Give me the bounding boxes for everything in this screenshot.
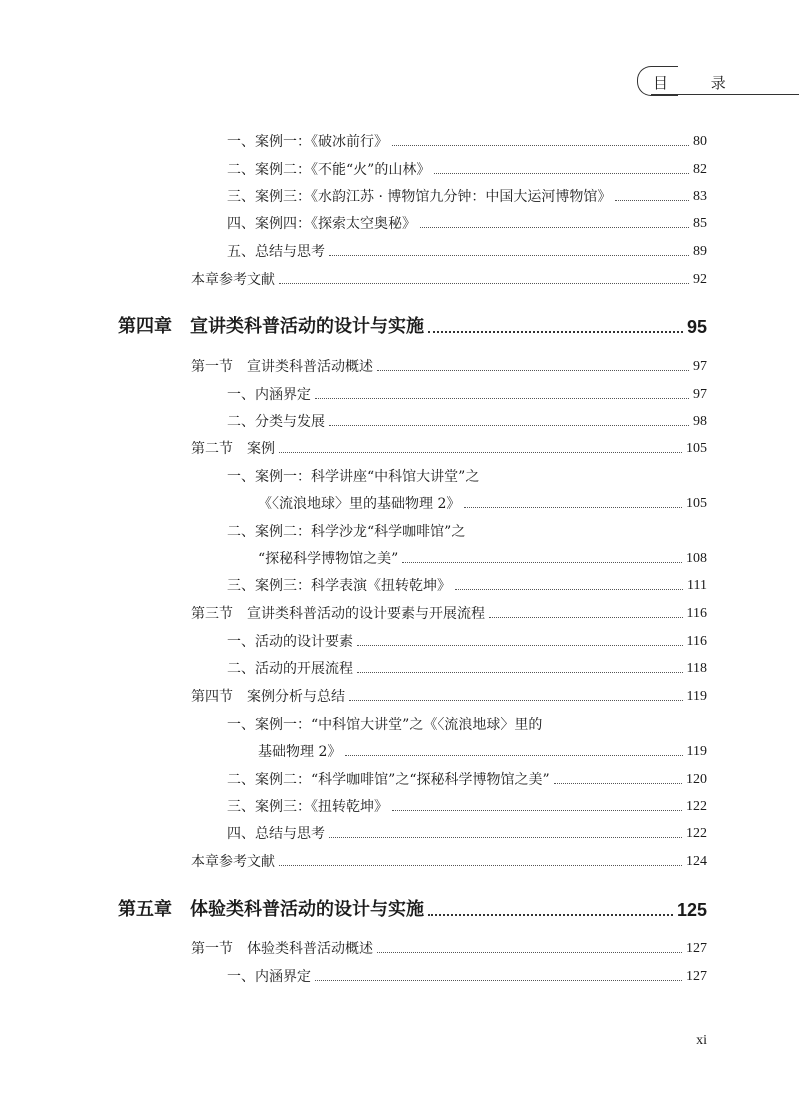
toc-leader-dots — [315, 398, 689, 399]
toc-page-number: 119 — [686, 689, 707, 704]
toc-subsection-entry[interactable] — [0, 158, 799, 182]
toc-entry-title: 一、案例一：《破冰前行》 — [227, 134, 388, 150]
toc-leader-dots — [357, 672, 683, 673]
toc-subsection-entry[interactable] — [0, 574, 799, 598]
toc-subsection-entry[interactable] — [0, 465, 799, 489]
toc-entry-title: 第三节 宣讲类科普活动的设计要素与开展流程 — [191, 606, 485, 622]
toc-entry-title: “探秘科学博物馆之美” — [258, 551, 399, 567]
toc-page-number: 118 — [686, 661, 707, 676]
toc-subsection-entry[interactable] — [0, 240, 799, 264]
toc-page-number: 92 — [693, 272, 707, 287]
toc-page-number: 85 — [693, 216, 707, 231]
toc-entry-title: 第五章 体验类科普活动的设计与实施 — [118, 899, 424, 920]
toc-leader-dots — [455, 589, 683, 590]
header-title: 目 录 — [653, 74, 745, 92]
toc-leader-dots — [489, 617, 683, 618]
toc-leader-dots — [402, 562, 682, 563]
toc-page-number: 111 — [687, 578, 707, 593]
toc-entry-title: 四、总结与思考 — [227, 826, 325, 842]
toc-page-number: 97 — [693, 387, 707, 402]
toc-leader-dots — [279, 283, 689, 284]
toc-subsection-entry[interactable] — [0, 547, 799, 571]
toc-entry-title: 三、案例三：《水韵江苏 · 博物馆九分钟：中国大运河博物馆》 — [227, 189, 612, 205]
toc-subsection-entry[interactable] — [0, 965, 799, 989]
toc-entry-title: 《〈流浪地球〉里的基础物理 2》 — [258, 496, 461, 512]
toc-page-number: 105 — [686, 441, 707, 456]
toc-leader-dots — [377, 370, 689, 371]
toc-page-number: 116 — [686, 606, 707, 621]
toc-section-entry[interactable] — [0, 437, 799, 461]
toc-page-number: 95 — [686, 317, 707, 337]
toc-leader-dots — [329, 837, 682, 838]
toc-page-number: 127 — [686, 969, 707, 984]
toc-entry-title: 第二节 案例 — [191, 441, 275, 457]
toc-section-entry[interactable] — [0, 355, 799, 379]
running-header — [637, 66, 799, 98]
page-number: xi — [696, 1033, 707, 1048]
toc-subsection-entry[interactable] — [0, 130, 799, 154]
toc-entry-title: 本章参考文献 — [191, 272, 275, 288]
toc-subsection-entry[interactable] — [0, 520, 799, 544]
toc-leader-dots — [279, 865, 682, 866]
toc-subsection-entry[interactable] — [0, 383, 799, 407]
toc-leader-dots — [434, 173, 689, 174]
toc-leader-dots — [554, 783, 682, 784]
toc-page-number: 125 — [676, 900, 707, 920]
toc-entry-title: 二、分类与发展 — [227, 414, 325, 430]
toc-subsection-entry[interactable] — [0, 795, 799, 819]
toc-entry-title: 三、案例三：科学表演《扭转乾坤》 — [227, 578, 451, 594]
toc-page-number: 98 — [693, 414, 707, 429]
toc-leader-dots — [315, 980, 682, 981]
toc-leader-dots — [420, 227, 689, 228]
toc-section-entry[interactable] — [0, 602, 799, 626]
toc-entry-title: 二、案例二：“科学咖啡馆”之“探秘科学博物馆之美” — [227, 772, 550, 788]
toc-entry-title: 五、总结与思考 — [227, 244, 325, 260]
toc-leader-dots — [329, 425, 689, 426]
toc-entry-title: 本章参考文献 — [191, 854, 275, 870]
toc-page-number: 82 — [693, 162, 707, 177]
toc-entry-title: 二、活动的开展流程 — [227, 661, 353, 677]
toc-entry-title: 一、案例一：“中科馆大讲堂”之《〈流浪地球〉里的 — [227, 717, 543, 733]
toc-leader-dots — [392, 810, 682, 811]
toc-entry-title: 第一节 宣讲类科普活动概述 — [191, 359, 373, 375]
toc-page-number: 105 — [686, 496, 707, 511]
toc-leader-dots — [428, 331, 683, 333]
toc-leader-dots — [428, 914, 673, 916]
toc-entry-title: 一、案例一：科学讲座“中科馆大讲堂”之 — [227, 469, 480, 485]
toc-subsection-entry[interactable] — [0, 492, 799, 516]
toc-subsection-entry[interactable] — [0, 410, 799, 434]
toc-section-entry[interactable] — [0, 685, 799, 709]
toc-leader-dots — [615, 200, 689, 201]
toc-leader-dots — [349, 700, 683, 701]
toc-subsection-entry[interactable] — [0, 822, 799, 846]
toc-leader-dots — [377, 952, 682, 953]
toc-page-number: 97 — [693, 359, 707, 374]
toc-leader-dots — [464, 507, 682, 508]
toc-entry-title: 一、活动的设计要素 — [227, 634, 353, 650]
toc-subsection-entry[interactable] — [0, 713, 799, 737]
toc-leader-dots — [392, 145, 689, 146]
toc-leader-dots — [345, 755, 683, 756]
toc-chapter-entry[interactable] — [0, 315, 799, 339]
toc-entry-title: 第四节 案例分析与总结 — [191, 689, 345, 705]
toc-page-number: 122 — [686, 826, 707, 841]
toc-section-entry[interactable] — [0, 268, 799, 292]
toc-subsection-entry[interactable] — [0, 657, 799, 681]
toc-leader-dots — [279, 452, 682, 453]
toc-page-number: 124 — [686, 854, 707, 869]
toc-entry-title: 三、案例三：《扭转乾坤》 — [227, 799, 388, 815]
toc-subsection-entry[interactable] — [0, 630, 799, 654]
toc-entry-title: 二、案例二：科学沙龙“科学咖啡馆”之 — [227, 524, 466, 540]
toc-page-number: 116 — [686, 634, 707, 649]
header-rule — [651, 94, 799, 95]
toc-subsection-entry[interactable] — [0, 740, 799, 764]
toc-subsection-entry[interactable] — [0, 768, 799, 792]
toc-entry-title: 一、内涵界定 — [227, 969, 311, 985]
toc-entry-title: 一、内涵界定 — [227, 387, 311, 403]
toc-leader-dots — [329, 255, 689, 256]
toc-entry-title: 四、案例四：《探索太空奥秘》 — [227, 216, 416, 232]
toc-page-number: 89 — [693, 244, 707, 259]
toc-page-number: 120 — [686, 772, 707, 787]
toc-page-number: 119 — [686, 744, 707, 759]
toc-page-number: 108 — [686, 551, 707, 566]
toc-leader-dots — [357, 645, 683, 646]
toc-subsection-entry[interactable] — [0, 212, 799, 236]
toc-entry-title: 基础物理 2》 — [258, 744, 342, 760]
toc-section-entry[interactable] — [0, 937, 799, 961]
toc-entry-title: 第四章 宣讲类科普活动的设计与实施 — [118, 316, 424, 337]
toc-page-number: 83 — [693, 189, 707, 204]
toc-page-number: 80 — [693, 134, 707, 149]
toc-page-number: 122 — [686, 799, 707, 814]
toc-entry-title: 二、案例二：《不能“火”的山林》 — [227, 162, 431, 178]
toc-entry-title: 第一节 体验类科普活动概述 — [191, 941, 373, 957]
toc-chapter-entry[interactable] — [0, 898, 799, 922]
toc-subsection-entry[interactable] — [0, 185, 799, 209]
toc-page-number: 127 — [686, 941, 707, 956]
toc-section-entry[interactable] — [0, 850, 799, 874]
